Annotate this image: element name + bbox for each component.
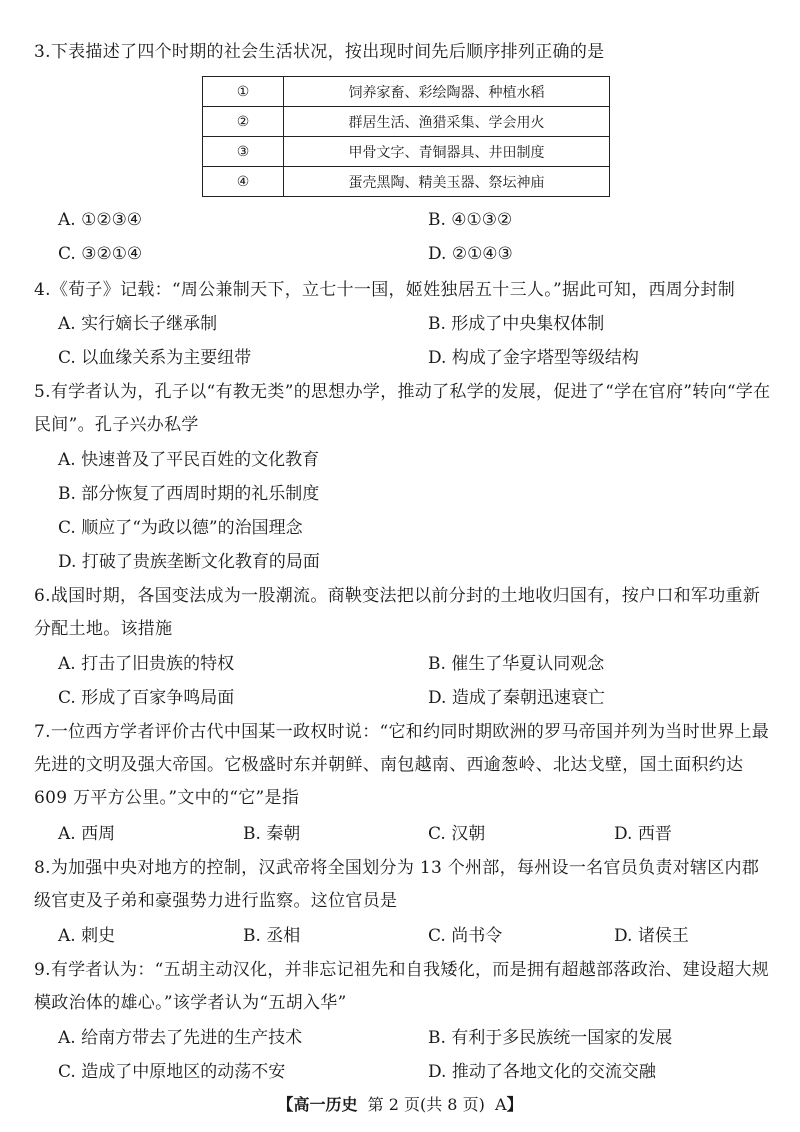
question-3-option-c: C. ③②①④ xyxy=(58,244,143,264)
footer-page-number: 第 2 页(共 8 页) xyxy=(367,1095,485,1114)
question-7-option-d: D. 西晋 xyxy=(614,824,672,844)
question-9-option-c: C. 造成了中原地区的动荡不安 xyxy=(58,1062,286,1082)
question-8-option-c: C. 尚书令 xyxy=(428,926,503,946)
question-3-option-b: B. ④①③② xyxy=(428,210,513,230)
table-cell-number: ② xyxy=(203,107,284,137)
question-3-option-d: D. ②①④③ xyxy=(428,244,513,264)
question-9-option-d: D. 推动了各地文化的交流交融 xyxy=(428,1062,656,1082)
question-7-option-c: C. 汉朝 xyxy=(428,824,486,844)
question-8-option-d: D. 诸侯王 xyxy=(614,926,689,946)
table-cell-description: 饲养家畜、彩绘陶器、种植水稻 xyxy=(284,77,610,107)
question-5-option-c: C. 顺应了“为政以德”的治国理念 xyxy=(58,518,303,538)
footer-subject: 高一历史 xyxy=(293,1095,358,1114)
question-7-option-a: A. 西周 xyxy=(58,824,116,844)
footer-version: A xyxy=(495,1095,507,1114)
question-5-option-a: A. 快速普及了平民百姓的文化教育 xyxy=(58,450,320,470)
question-4-option-c: C. 以血缘关系为主要纽带 xyxy=(58,348,252,368)
question-4-option-d: D. 构成了金字塔型等级结构 xyxy=(428,348,639,368)
question-5-stem: 5.有学者认为，孔子以“有教无类”的思想办学，推动了私学的发展，促进了“学在官府”转向“学在民间”。孔子兴办私学 xyxy=(34,382,771,435)
question-5-option-d: D. 打破了贵族垄断文化教育的局面 xyxy=(58,552,320,572)
page-footer xyxy=(0,1094,800,1116)
table-cell-description: 蛋壳黑陶、精美玉器、祭坛神庙 xyxy=(284,167,610,197)
table-cell-description: 群居生活、渔猎采集、学会用火 xyxy=(284,107,610,137)
table-cell-number: ① xyxy=(203,77,284,107)
question-6-stem: 6.战国时期，各国变法成为一股潮流。商鞅变法把以前分封的土地收归国有，按户口和军功重新分配土地。该措施 xyxy=(34,586,761,639)
table-row xyxy=(203,77,610,107)
table-cell-number: ④ xyxy=(203,167,284,197)
question-5-option-b: B. 部分恢复了西周时期的礼乐制度 xyxy=(58,484,320,504)
question-7-stem: 7.一位西方学者评价古代中国某一政权时说：“它和约同时期欧洲的罗马帝国并列为当时世界上最先进的文明及强大帝国。它极盛时东并朝鲜、南包越南、西逾葱岭、北达戈壁，国土面积约达 609 万平方公里。”文中的“它”是指 xyxy=(34,722,770,808)
footer-close-bracket: 】 xyxy=(506,1095,523,1114)
question-4-option-b: B. 形成了中央集权体制 xyxy=(428,314,605,334)
question-8-stem: 8.为加强中央对地方的控制，汉武帝将全国划分为 13 个州部，每州设一名官员负责对辖区内郡级官吏及子弟和豪强势力进行监察。这位官员是 xyxy=(34,858,760,911)
question-6-option-b: B. 催生了华夏认同观念 xyxy=(428,654,605,674)
question-8-option-b: B. 丞相 xyxy=(243,926,301,946)
question-9-option-b: B. 有利于多民族统一国家的发展 xyxy=(428,1028,673,1048)
question-4-stem: 4.《荀子》记载：“周公兼制天下，立七十一国，姬姓独居五十三人。”据此可知，西周分封制 xyxy=(34,280,735,300)
question-6-option-a: A. 打击了旧贵族的特权 xyxy=(58,654,235,674)
table-row xyxy=(203,167,610,197)
footer-open-bracket: 【 xyxy=(277,1095,294,1114)
question-4-option-a: A. 实行嫡长子继承制 xyxy=(58,314,218,334)
question-3-table xyxy=(202,76,610,197)
question-8-option-a: A. 刺史 xyxy=(58,926,116,946)
table-row xyxy=(203,137,610,167)
table-cell-number: ③ xyxy=(203,137,284,167)
table-cell-description: 甲骨文字、青铜器具、井田制度 xyxy=(284,137,610,167)
question-9-stem: 9.有学者认为：“五胡主动汉化，并非忘记祖先和自我矮化，而是拥有超越部落政治、建设超大规模政治体的雄心。”该学者认为“五胡入华” xyxy=(34,960,770,1013)
question-6-option-c: C. 形成了百家争鸣局面 xyxy=(58,688,235,708)
question-7-option-b: B. 秦朝 xyxy=(243,824,301,844)
question-3-option-a: A. ①②③④ xyxy=(58,210,143,230)
table-row xyxy=(203,107,610,137)
question-9-option-a: A. 给南方带去了先进的生产技术 xyxy=(58,1028,303,1048)
question-6-option-d: D. 造成了秦朝迅速衰亡 xyxy=(428,688,605,708)
question-3-stem: 3.下表描述了四个时期的社会生活状况，按出现时间先后顺序排列正确的是 xyxy=(34,42,605,62)
